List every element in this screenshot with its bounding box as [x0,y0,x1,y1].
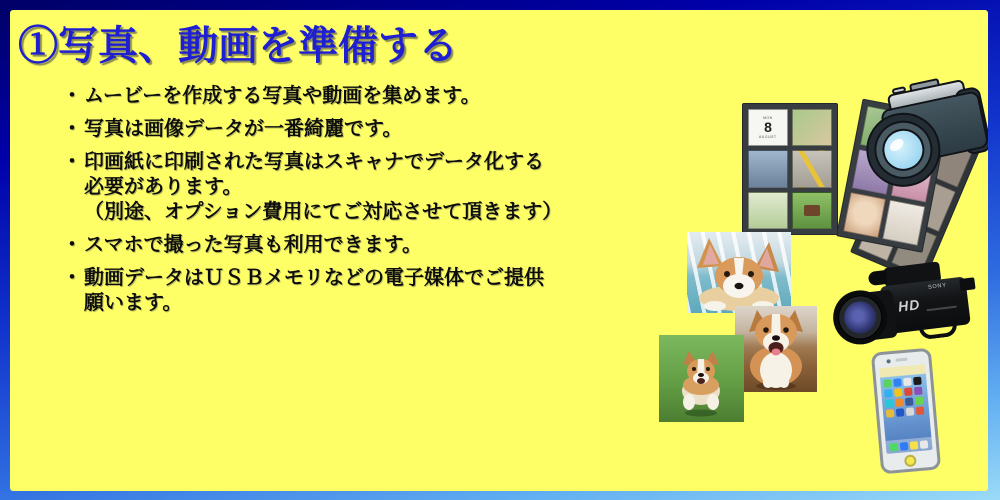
bullet-item [62,117,642,142]
corgi-photo-running-indoor [735,306,817,392]
bullet-list [62,84,642,324]
bullet-item [62,266,642,316]
bullet-line: 動画データはＵＳＢメモリなどの電子媒体でご提供 [84,267,544,289]
brand-label: SONY [927,281,947,291]
calendar-month: AUGUST [759,134,777,139]
corgi-photo-towel [687,232,791,313]
dslr-camera-illustration [852,70,988,202]
bullet-text [84,117,402,142]
bullet-mark: ・ [62,234,82,256]
bullet-item [62,84,642,109]
hd-badge: HD [897,296,922,315]
album-photo [792,192,832,229]
album-photo [792,150,832,187]
corgi-illustration [735,306,817,392]
camcorder-illustration [825,251,983,358]
bullet-line: 必要があります。 [84,176,243,198]
camcorder-viewfinder [959,277,975,291]
camcorder-strap [918,320,958,341]
corgi-illustration [659,335,744,422]
phone-speaker [895,358,907,362]
bullet-text [84,233,422,258]
phone-screen [879,364,932,454]
phone-front-camera [886,359,890,363]
phone-dock [886,437,933,454]
content-panel [10,10,988,491]
corgi-illustration [687,232,791,313]
bullet-mark: ・ [62,85,82,107]
album-photo [792,109,832,146]
album-photo [748,150,788,187]
bullet-text [84,150,562,225]
bullet-line: 写真は画像データが一番綺麗です。 [84,118,403,140]
bullet-line: （別途、オプション費用にてご対応させて頂きます） [84,201,563,223]
album-calendar-card [748,109,788,146]
bullet-item [62,150,642,225]
bullet-mark: ・ [62,267,82,289]
bullet-line: 印画紙に印刷された写真はスキャナでデータ化する [84,151,544,173]
photo-album-page-front [742,103,838,235]
calendar-weekday: MON [763,115,773,120]
smartphone-illustration [871,348,941,475]
bullet-mark: ・ [62,151,82,173]
album-photo [748,192,788,229]
bullet-mark: ・ [62,118,82,140]
album-photo [882,200,925,246]
bullet-line: スマホで撮った写真も利用できます。 [84,234,422,256]
corgi-photo-running-grass [659,335,744,422]
bullet-text [84,84,481,109]
calendar-day: 8 [764,119,772,136]
bullet-text [84,266,544,316]
phone-app-icons [883,376,926,417]
bullet-line: 願います。 [84,292,183,314]
bullet-line: ムービーを作成する写真や動画を集めます。 [84,85,481,107]
phone-home-button [904,454,917,467]
bullet-item [62,233,642,258]
page-title: ①写真、動画を準備する [18,24,458,68]
camcorder-microphone [868,270,888,286]
